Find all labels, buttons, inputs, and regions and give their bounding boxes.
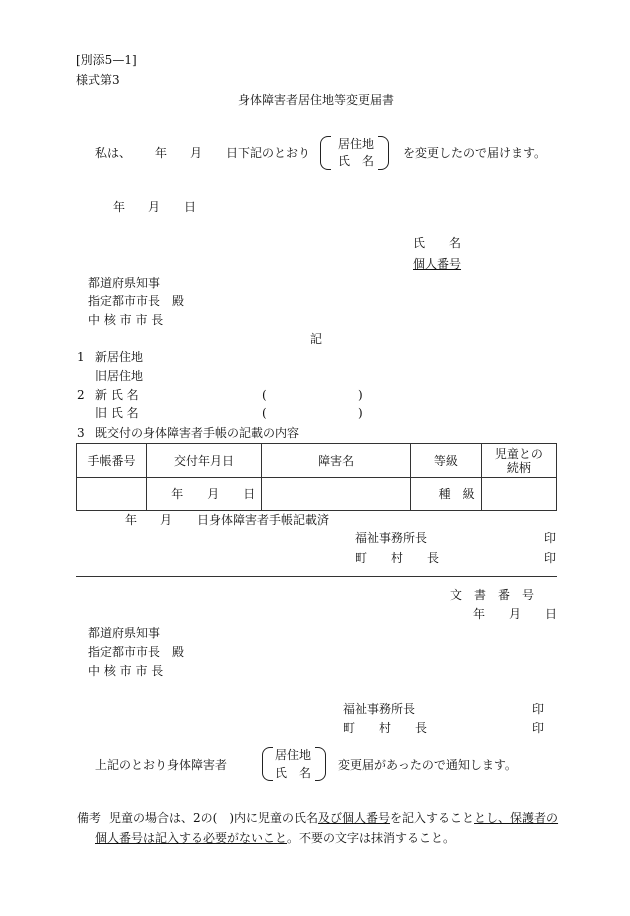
notice-town: 町 村 長	[343, 721, 428, 735]
notice-option-address: 居住地	[275, 748, 312, 762]
decl-option-name: 氏 名	[338, 154, 375, 168]
header-cell: 児童との続柄	[481, 444, 556, 478]
paren-open: (	[262, 388, 267, 402]
divider	[76, 576, 557, 577]
seal-mark: 印	[532, 721, 545, 735]
item-number: 2	[77, 388, 85, 402]
record-year: 年	[125, 513, 138, 527]
document-title: 身体障害者居住地等変更届書	[238, 93, 395, 107]
decl-year: 年	[155, 146, 168, 160]
cell[interactable]	[262, 478, 411, 511]
attachment-label: [別添5—1]	[76, 53, 137, 67]
left-bracket	[262, 747, 273, 781]
new-name-label: 新 氏 名	[95, 388, 139, 402]
old-address-label: 旧居住地	[95, 369, 144, 383]
remarks-label: 備考	[77, 811, 102, 825]
decl-day: 日下記のとおり	[226, 146, 311, 160]
section3-label: 既交付の身体障害者手帳の記載の内容	[95, 426, 300, 440]
notice-core-city: 中 核 市 市 長	[88, 664, 164, 678]
addressee-city: 指定都市市長 殿	[88, 294, 185, 308]
record-town: 町 村 長	[355, 551, 440, 565]
table-row	[77, 478, 557, 511]
table-header-row	[77, 444, 557, 478]
right-bracket	[315, 747, 326, 781]
notice-prefecture: 都道府県知事	[88, 626, 161, 640]
notice-city: 指定都市市長 殿	[88, 645, 185, 659]
record-month: 月	[160, 513, 173, 527]
remarks-underlined: とし、保護者の	[474, 811, 559, 825]
decl-suffix: を変更したので届けます。	[403, 146, 547, 160]
item-number: 1	[77, 350, 85, 364]
decl-option-address: 居住地	[338, 137, 375, 151]
addressee-core-city: 中 核 市 市 長	[88, 313, 164, 327]
notice-office: 福祉事務所長	[343, 702, 416, 716]
header-cell: 障害名	[262, 444, 411, 478]
date-day: 日	[184, 200, 197, 214]
applicant-name-label: 氏 名	[413, 236, 462, 250]
right-bracket	[378, 136, 389, 170]
left-bracket	[320, 136, 331, 170]
decl-month: 月	[190, 146, 203, 160]
form-number: 様式第3	[76, 73, 120, 87]
new-address-label: 新居住地	[95, 350, 144, 364]
paren-open: (	[262, 406, 267, 420]
cell[interactable]: 種 級	[411, 478, 482, 511]
addressee-prefecture: 都道府県知事	[88, 276, 161, 290]
seal-mark: 印	[544, 551, 557, 565]
remarks-line1	[109, 811, 558, 825]
date-month: 月	[148, 200, 161, 214]
ki-heading: 記	[310, 332, 323, 346]
remarks-underlined: 及び個人番号	[318, 811, 391, 825]
seal-mark: 印	[532, 702, 545, 716]
record-office: 福祉事務所長	[355, 531, 428, 545]
header-cell: 手帳番号	[77, 444, 147, 478]
remarks-text: 児童の場合は、2の( )内に児童の氏名	[109, 811, 318, 825]
remarks-text: を記入すること	[390, 811, 475, 825]
notice-prefix: 上記のとおり身体障害者	[95, 758, 228, 772]
header-cell: 交付年月日	[146, 444, 261, 478]
record-text: 日身体障害者手帳記載済	[197, 513, 330, 527]
header-cell: 等級	[411, 444, 482, 478]
remarks-underlined: 個人番号は記入する必要がないこと	[95, 831, 288, 845]
old-name-label: 旧 氏 名	[95, 406, 139, 420]
cell[interactable]: 年 月 日	[146, 478, 261, 511]
applicant-number-label: 個人番号	[413, 257, 462, 271]
notice-date: 年 月 日	[473, 607, 558, 621]
certificate-table	[76, 443, 557, 511]
notice-suffix: 変更届があったので通知します。	[338, 758, 517, 772]
notice-option-name: 氏 名	[275, 766, 312, 780]
document-number-label: 文 書 番 号	[450, 588, 535, 602]
cell[interactable]	[77, 478, 147, 511]
cell[interactable]	[481, 478, 556, 511]
remarks-line2	[95, 831, 455, 845]
date-year: 年	[113, 200, 126, 214]
decl-prefix: 私は、	[95, 146, 132, 160]
paren-close: )	[358, 406, 363, 420]
item-number: 3	[77, 426, 85, 440]
seal-mark: 印	[544, 531, 557, 545]
paren-close: )	[358, 388, 363, 402]
remarks-text: 。不要の文字は抹消すること。	[287, 831, 456, 845]
